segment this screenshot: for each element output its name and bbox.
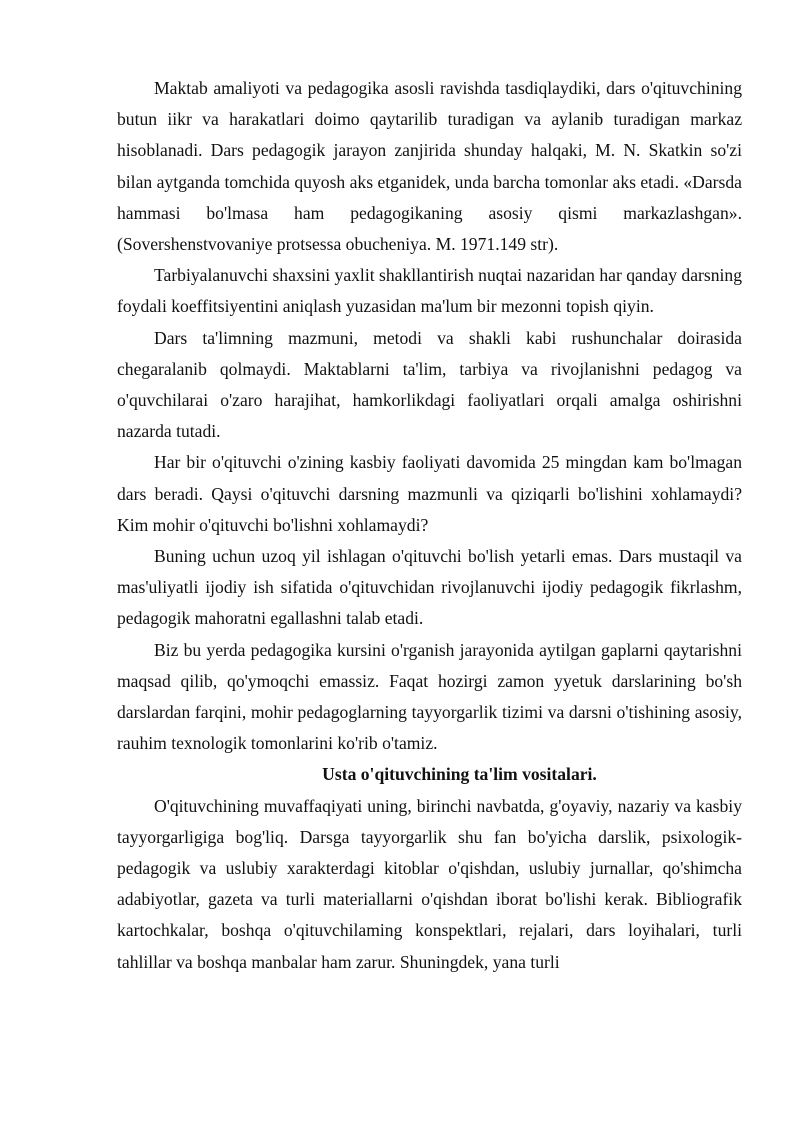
- paragraph: Har bir o'qituvchi o'zining kasbiy faoliyati davomida 25 mingdan kam bo'lmagan dars beradi. Qaysi o'qituvchi darsning mazmunli va qiziqarli bo'lishini xohlamaydi? Kim mohir o'qituvchi bo'lishni xohlamaydi?: [117, 452, 742, 535]
- paragraph: O'qituvchining muvaffaqiyati uning, birinchi navbatda, g'oyaviy, nazariy va kasbiy tayyorgarligiga bog'liq. Darsga tayyorgarlik shu fan bo'yicha darslik, psixologik-pedagogik va uslubiy xarakterdagi kitoblar o'qishdan, uslubiy jurnallar, qo'shimcha adabiyotlar, gazeta va turli materiallarni o'qishdan iborat bo'lishi kerak. Bibliografik kartochkalar, boshqa o'qituvchilaming konspektlari, rejalari, dars loyihalari, turli tahlillar va boshqa manbalar ham zarur. Shuningdek, yana turli: [117, 795, 742, 972]
- paragraph: Maktab amaliyoti va pedagogika asosli ravishda tasdiqlaydiki, dars o'qituvchining butun iikr va harakatlari doimo qaytarilib turadigan va aylanib turadigan markaz hisoblanadi. Dars pedagogik jarayon zanjirida shunday halqaki, M. N. Skatkin so'zi bilan aytganda tomchida quyosh aks etganidek, unda barcha tomonlar aks etadi. «Darsda hammasi bo'lmasa ham pedagogikaning asosiy qismi markazlashgan». (Sovershenstvovaniye protsessa obucheniya. M. 1971.149 str).: [117, 78, 742, 255]
- section-heading: Usta o'qituvchining ta'lim vositalari.: [322, 764, 597, 785]
- document-page: [117, 73, 742, 978]
- paragraph: Buning uchun uzoq yil ishlagan o'qituvchi bo'lish yetarli emas. Dars mustaqil va mas'uliyatli ijodiy ish sifatida o'qituvchidan rivojlanuvchi ijodiy pedagogik fikrlashm, pedagogik mahoratni egallashni talab etadi.: [117, 546, 742, 629]
- paragraph: Dars ta'limning mazmuni, metodi va shakli kabi rushunchalar doirasida chegaralanib qolmaydi. Maktablarni ta'lim, tarbiya va rivojlanishni pedagog va o'quvchilarai o'zaro harajihat, hamkorlikdagi faoliyatlari orqali amalga oshirishni nazarda tutadi.: [117, 327, 742, 442]
- paragraph: Tarbiyalanuvchi shaxsini yaxlit shakllantirish nuqtai nazaridan har qanday darsning foydali koeffitsiyentini aniqlash yuzasidan ma'lum bir mezonni topish qiyin.: [117, 265, 742, 317]
- paragraph: Biz bu yerda pedagogika kursini o'rganish jarayonida aytilgan gaplarni qaytarishni maqsad qilib, qo'ymoqchi emassiz. Faqat hozirgi zamon yyetuk darslarining bo'sh darslardan farqini, mohir pedagoglarning tayyorgarlik tizimi va darsni o'tishining asosiy, rauhim texnologik tomonlarini ko'rib o'tamiz.: [117, 639, 742, 754]
